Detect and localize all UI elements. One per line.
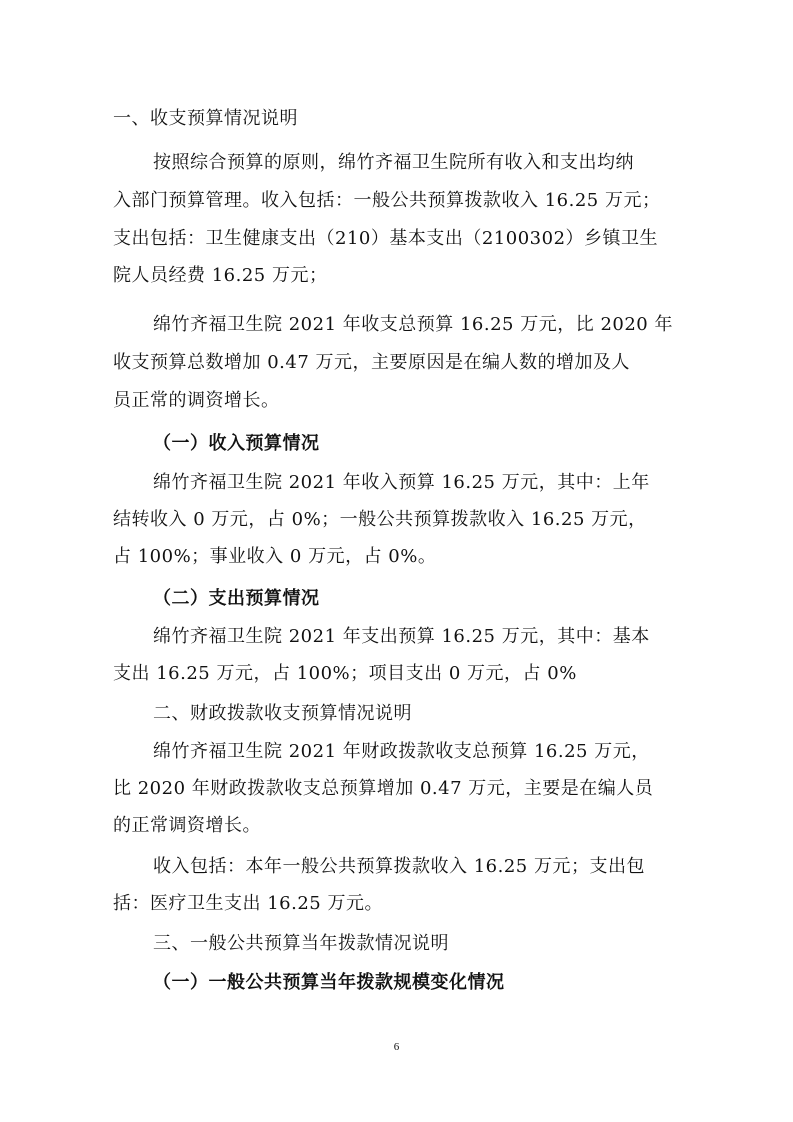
section-2-para-2-line-1: 收入包括：本年一般公共预算拨款收入 16.25 万元；支出包 [153,856,645,877]
section-3-sub-1-heading: （一）一般公共预算当年拨款规模变化情况 [153,972,505,993]
section-3-heading: 三、一般公共预算当年拨款情况说明 [153,933,449,954]
expense-budget-line-2: 支出 16.25 万元，占 100%；项目支出 0 万元，占 0% [113,663,577,684]
income-budget-line-2: 结转收入 0 万元，占 0%；一般公共预算拨款收入 16.25 万元， [113,509,647,530]
section-1-para-1-line-3: 支出包括：卫生健康支出（210）基本支出（2100302）乡镇卫生 [113,228,659,249]
expense-budget-heading: （二）支出预算情况 [153,588,320,609]
section-1-heading: 一、收支预算情况说明 [113,108,298,129]
section-1-para-2-line-3: 员正常的调资增长。 [113,390,280,411]
section-2-para-1-line-2: 比 2020 年财政拨款收支总预算增加 0.47 万元，主要是在编人员 [113,778,654,799]
income-budget-line-3: 占 100%；事业收入 0 万元，占 0%。 [113,546,437,567]
section-1-para-1-line-4: 院人员经费 16.25 万元； [113,265,328,286]
section-2-para-1-line-3: 的正常调资增长。 [113,815,261,836]
section-1-para-2-line-1: 绵竹齐福卫生院 2021 年收支总预算 16.25 万元，比 2020 年 [153,314,673,335]
income-budget-line-1: 绵竹齐福卫生院 2021 年收入预算 16.25 万元，其中：上年 [153,472,650,493]
section-1-para-2-line-2: 收支预算总数增加 0.47 万元，主要原因是在编人数的增加及人 [113,352,631,373]
expense-budget-line-1: 绵竹齐福卫生院 2021 年支出预算 16.25 万元，其中：基本 [153,626,650,647]
income-budget-heading: （一）收入预算情况 [153,433,320,454]
section-1-para-1-line-2: 入部门预算管理。收入包括：一般公共预算拨款收入 16.25 万元； [113,190,661,211]
section-2-heading: 二、财政拨款收支预算情况说明 [153,703,412,724]
section-2-para-1-line-1: 绵竹齐福卫生院 2021 年财政拨款收支总预算 16.25 万元， [153,741,650,762]
section-1-para-1-line-1: 按照综合预算的原则，绵竹齐福卫生院所有收入和支出均纳 [153,152,634,173]
section-2-para-2-line-2: 括：医疗卫生支出 16.25 万元。 [113,893,383,914]
page-number: 6 [393,1041,400,1053]
